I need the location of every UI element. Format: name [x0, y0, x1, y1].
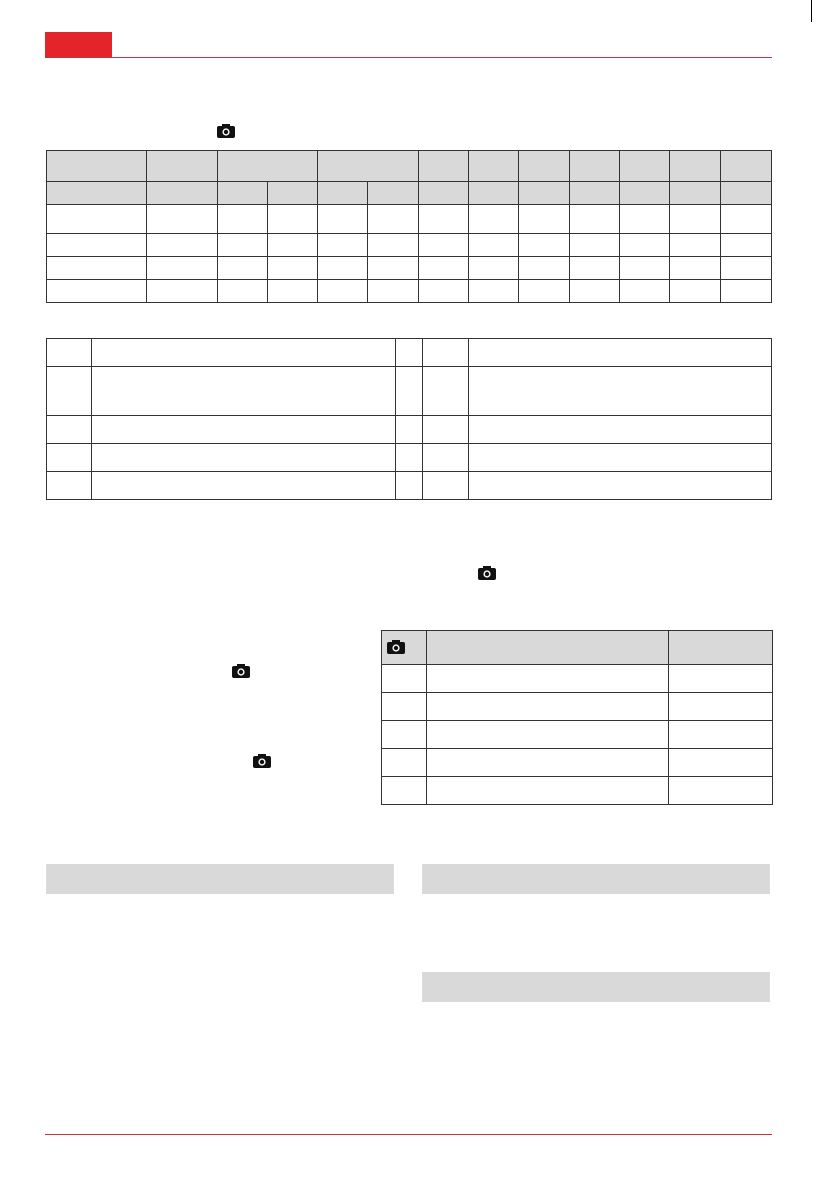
table-cell	[423, 472, 469, 500]
specification-table	[46, 150, 772, 303]
table-cell	[427, 665, 669, 693]
table-cell	[519, 257, 570, 280]
table-cell	[669, 665, 773, 693]
header-cell	[620, 151, 670, 182]
table-row	[47, 472, 772, 500]
table-cell	[423, 367, 469, 416]
table-cell	[670, 280, 721, 303]
table-row	[47, 205, 772, 234]
header-cell	[519, 151, 570, 182]
table-cell	[469, 234, 519, 257]
table-cell	[268, 257, 318, 280]
table-cell	[419, 280, 469, 303]
header-cell	[268, 182, 318, 205]
section-heading-bar	[422, 864, 770, 894]
table-cell	[620, 205, 670, 234]
header-cell	[419, 182, 469, 205]
table-cell	[368, 205, 419, 234]
table-cell	[218, 234, 268, 257]
table-cell	[670, 205, 721, 234]
table-cell	[47, 472, 92, 500]
table-row	[47, 234, 772, 257]
table-cell	[268, 205, 318, 234]
header-cell	[721, 151, 772, 182]
table-cell	[670, 257, 721, 280]
table-row	[47, 280, 772, 303]
table-cell	[669, 749, 773, 777]
table-cell	[396, 416, 423, 444]
table-cell	[419, 234, 469, 257]
table-cell	[670, 234, 721, 257]
table-cell	[382, 777, 427, 805]
header-cell	[620, 182, 670, 205]
table-cell	[469, 257, 519, 280]
table-cell	[92, 472, 396, 500]
table-cell	[427, 777, 669, 805]
table-cell	[47, 416, 92, 444]
section-heading-bar	[422, 972, 770, 1002]
table-subheader-row	[47, 182, 772, 205]
table-cell	[47, 444, 92, 472]
table-cell	[218, 257, 268, 280]
header-cell	[670, 151, 721, 182]
table-cell	[419, 205, 469, 234]
table-cell	[47, 205, 147, 234]
table-cell	[268, 280, 318, 303]
table-cell	[620, 280, 670, 303]
footer-rule	[45, 1134, 772, 1135]
table-cell	[423, 416, 469, 444]
header-cell	[368, 182, 419, 205]
table-cell	[669, 777, 773, 805]
header-cell	[147, 182, 218, 205]
table-cell	[318, 257, 368, 280]
table-cell	[382, 665, 427, 693]
header-cell	[147, 151, 218, 182]
header-cell	[721, 182, 772, 205]
table-row	[47, 339, 772, 367]
table-row	[382, 665, 773, 693]
header-cell	[469, 182, 519, 205]
table-cell	[368, 280, 419, 303]
header-rule	[45, 57, 772, 58]
table-cell	[92, 444, 396, 472]
header-cell	[218, 182, 268, 205]
table-cell	[620, 234, 670, 257]
table-cell	[147, 280, 218, 303]
table-cell	[570, 257, 620, 280]
table-cell	[427, 749, 669, 777]
table-cell	[469, 367, 772, 416]
table-cell	[396, 367, 423, 416]
table-cell	[368, 257, 419, 280]
table-row	[47, 444, 772, 472]
table-cell	[669, 693, 773, 721]
camera-icon	[217, 124, 235, 138]
table-header-row	[382, 631, 773, 665]
table-cell	[92, 339, 396, 367]
table-cell	[147, 234, 218, 257]
table-cell	[382, 749, 427, 777]
table-cell	[721, 234, 772, 257]
table-cell	[721, 257, 772, 280]
table-cell	[318, 205, 368, 234]
table-cell	[396, 472, 423, 500]
table-cell	[318, 280, 368, 303]
header-cell	[318, 151, 419, 182]
header-cell	[669, 631, 773, 665]
table-cell	[218, 205, 268, 234]
legend-table	[46, 338, 772, 500]
header-cell	[519, 182, 570, 205]
table-cell	[92, 416, 396, 444]
table-cell	[427, 721, 669, 749]
table-cell	[469, 472, 772, 500]
header-cell	[419, 151, 469, 182]
header-cell	[382, 631, 427, 665]
table-cell	[519, 280, 570, 303]
table-cell	[620, 257, 670, 280]
table-cell	[47, 257, 147, 280]
table-cell	[147, 257, 218, 280]
header-accent-tab	[45, 32, 112, 58]
header-cell	[427, 631, 669, 665]
camera-icon	[478, 566, 496, 580]
table-cell	[47, 234, 147, 257]
crop-mark	[811, 0, 812, 22]
table-cell	[721, 280, 772, 303]
table-cell	[92, 367, 396, 416]
table-row	[382, 693, 773, 721]
header-cell	[570, 151, 620, 182]
table-cell	[570, 234, 620, 257]
table-cell	[469, 205, 519, 234]
header-cell	[318, 182, 368, 205]
table-cell	[570, 205, 620, 234]
table-row	[47, 367, 772, 416]
table-row	[47, 257, 772, 280]
table-row	[382, 777, 773, 805]
table-cell	[469, 339, 772, 367]
table-cell	[570, 280, 620, 303]
header-cell	[469, 151, 519, 182]
parts-table	[381, 630, 773, 805]
table-cell	[396, 339, 423, 367]
table-cell	[427, 693, 669, 721]
table-cell	[423, 339, 469, 367]
table-cell	[268, 234, 318, 257]
camera-icon	[387, 640, 405, 654]
table-cell	[47, 280, 147, 303]
table-row	[47, 416, 772, 444]
table-cell	[47, 367, 92, 416]
table-cell	[47, 339, 92, 367]
table-cell	[147, 205, 218, 234]
table-cell	[368, 234, 419, 257]
table-cell	[382, 693, 427, 721]
header-cell	[47, 182, 147, 205]
table-header-row	[47, 151, 772, 182]
table-row	[382, 721, 773, 749]
table-cell	[318, 234, 368, 257]
table-cell	[469, 280, 519, 303]
table-cell	[423, 444, 469, 472]
header-cell	[670, 182, 721, 205]
table-cell	[419, 257, 469, 280]
header-cell	[218, 151, 318, 182]
table-cell	[396, 444, 423, 472]
table-cell	[721, 205, 772, 234]
table-cell	[469, 444, 772, 472]
table-cell	[519, 205, 570, 234]
header-cell	[47, 151, 147, 182]
table-cell	[469, 416, 772, 444]
table-cell	[218, 280, 268, 303]
header-cell	[570, 182, 620, 205]
table-cell	[669, 721, 773, 749]
camera-icon	[232, 664, 250, 678]
section-heading-bar	[46, 864, 394, 894]
table-cell	[519, 234, 570, 257]
table-cell	[382, 721, 427, 749]
camera-icon	[253, 754, 271, 768]
table-row	[382, 749, 773, 777]
